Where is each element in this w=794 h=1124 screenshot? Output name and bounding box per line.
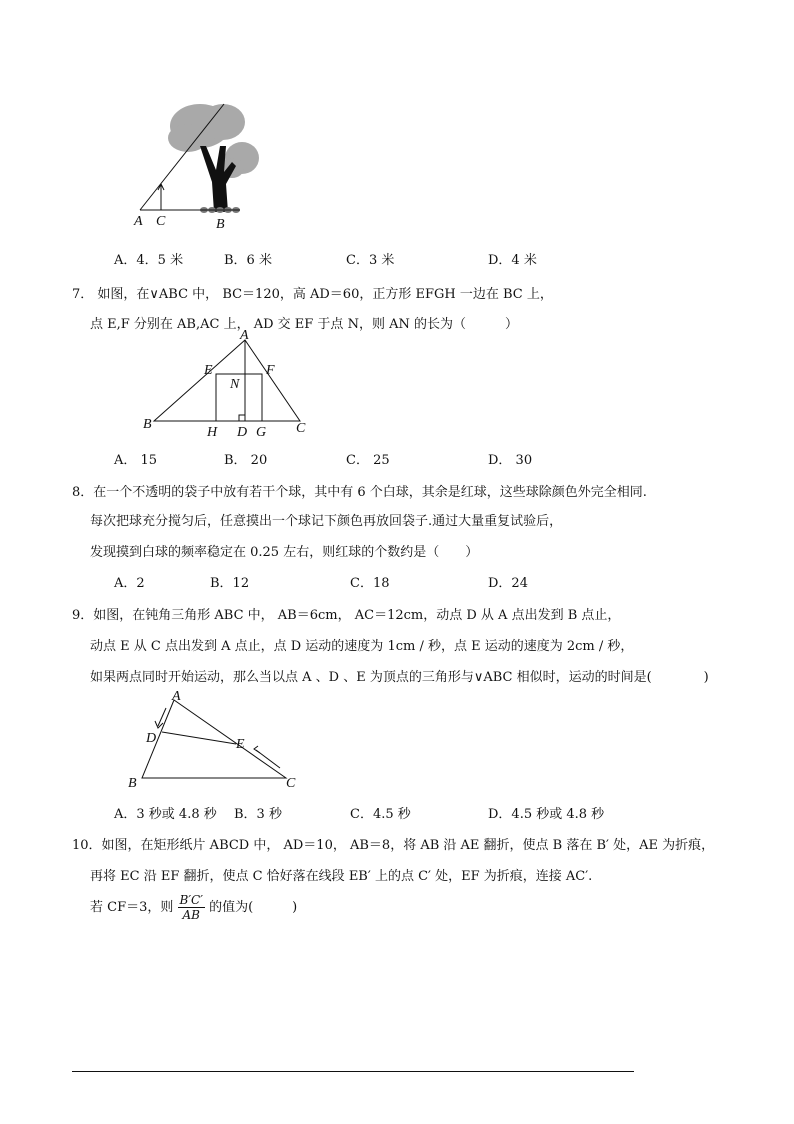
footer-divider — [72, 1071, 634, 1072]
label-A: A — [134, 214, 143, 229]
q9-line-3: 如果两点同时开始运动，那么当以点 A 、D 、E 为顶点的三角形与∨ABC 相似时，运动的时间是( ) — [90, 670, 709, 685]
fraction-denominator: AB — [182, 908, 200, 922]
q7-line-1: 7． 如图，在∨ABC 中， BC＝120，高 AD＝60，正方形 EFGH 一边在 BC 上， — [72, 287, 553, 302]
q9-option-c[interactable]: C．4.5 秒 — [350, 807, 411, 822]
q9-option-b[interactable]: B．3 秒 — [234, 807, 282, 822]
label-D: D — [146, 731, 157, 746]
q6-option-d[interactable]: D．4 米 — [488, 253, 537, 268]
q7-line-2: 点 E,F 分别在 AB,AC 上， AD 交 EF 于点 N，则 AN 的长为（ ） — [90, 317, 518, 332]
q8-line-3: 发现摸到白球的频率稳定在 0.25 左右，则红球的个数约是（ ） — [90, 545, 479, 560]
label-A: A — [240, 328, 249, 343]
q10-line-3-suffix: 的值为( ) — [209, 900, 298, 915]
label-E: E — [204, 363, 213, 378]
q9-option-a[interactable]: A．3 秒或 4.8 秒 — [114, 807, 217, 822]
triangle-square-figure — [140, 328, 320, 442]
triangle-abc — [142, 700, 286, 778]
q7-option-b[interactable]: B． 20 — [224, 453, 268, 468]
q6-option-c[interactable]: C．3 米 — [346, 253, 395, 268]
obtuse-triangle-figure — [124, 690, 304, 790]
q6-option-b[interactable]: B．6 米 — [224, 253, 272, 268]
label-D: D — [237, 425, 248, 440]
q10-line-3-prefix: 若 CF＝3，则 — [90, 900, 174, 915]
tree-shadow-figure — [128, 100, 278, 235]
label-C: C — [296, 421, 306, 436]
q9-line-2: 动点 E 从 C 点出发到 A 点止，点 D 运动的速度为 1cm / 秒，点 E 运动的速度为 2cm / 秒， — [90, 639, 634, 654]
triangle-abc — [154, 340, 300, 421]
q8-option-d[interactable]: D．24 — [488, 576, 528, 591]
q10-line-2: 再将 EC 沿 EF 翻折，使点 C 恰好落在线段 EB′ 上的点 C′ 处，EF 为折痕，连接 AC′. — [90, 869, 593, 884]
q10-line-1: 10．如图，在矩形纸片 ABCD 中， AD＝10， AB＝8，将 AB 沿 AE 翻折，使点 B 落在 B′ 处，AE 为折痕， — [72, 838, 715, 853]
label-B: B — [216, 217, 225, 232]
label-A: A — [172, 689, 181, 704]
arrow-d-icon — [155, 708, 166, 728]
q9-line-1: 9．如图，在钝角三角形 ABC 中， AB＝6cm， AC＝12cm，动点 D 从 A 点出发到 B 点止， — [72, 608, 621, 623]
q7-option-a[interactable]: A． 15 — [114, 453, 158, 468]
q8-option-b[interactable]: B．12 — [210, 576, 250, 591]
right-angle-mark — [239, 415, 245, 421]
q8-option-c[interactable]: C．18 — [350, 576, 390, 591]
label-C: C — [286, 776, 296, 791]
fraction-numerator: B′C′ — [179, 893, 203, 907]
q8-option-a[interactable]: A．2 — [114, 576, 145, 591]
q10-fraction — [178, 893, 205, 922]
label-B: B — [128, 776, 137, 791]
label-G: G — [256, 425, 267, 440]
q6-option-a[interactable]: A．4．5 米 — [114, 253, 184, 268]
label-H: H — [207, 425, 218, 440]
q10-line-3 — [90, 893, 297, 922]
label-C: C — [156, 214, 166, 229]
q8-line-2: 每次把球充分搅匀后，任意摸出一个球记下颜色再放回袋子.通过大量重复试验后， — [90, 514, 563, 529]
label-E: E — [236, 737, 245, 752]
q8-line-1: 8．在一个不透明的袋子中放有若干个球，其中有 6 个白球，其余是红球，这些球除颜色外完全相同. — [72, 485, 647, 500]
q7-option-d[interactable]: D． 30 — [488, 453, 533, 468]
label-B: B — [143, 417, 152, 432]
q9-option-d[interactable]: D．4.5 秒或 4.8 秒 — [488, 807, 605, 822]
label-N: N — [230, 377, 240, 392]
label-F: F — [266, 363, 275, 378]
segment-de — [162, 732, 236, 744]
q7-option-c[interactable]: C． 25 — [346, 453, 390, 468]
